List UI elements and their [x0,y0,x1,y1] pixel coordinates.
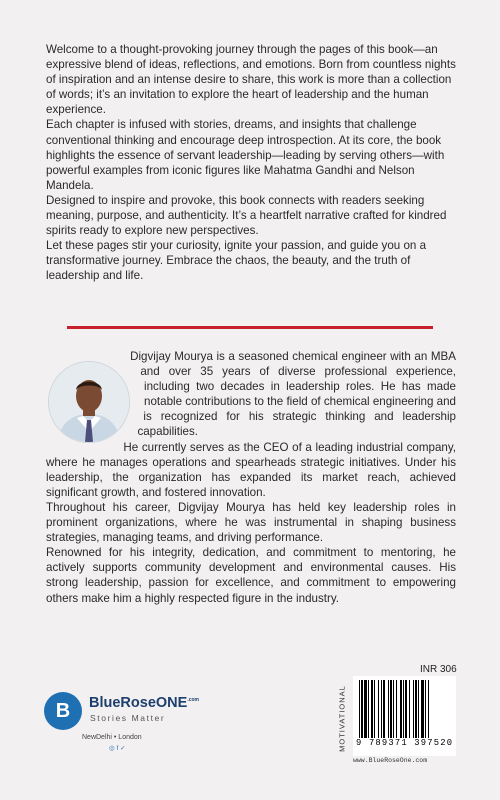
barcode-bar [421,680,424,738]
barcode-bar [381,680,382,738]
barcode-bar [400,680,402,738]
barcode-bar [425,680,426,738]
genre-label: MOTIVATIONAL [337,685,347,752]
barcode-area [333,676,461,768]
publisher-name-text: BlueRoseONE [89,695,188,711]
author-paragraph: He currently serves as the CEO of a leading industrial company, where he manages operations and spearheads strategic initiatives. Under his leadership, the organization has expanded its market reach, achieved significant growth, and fostered innovation. [46,440,456,499]
publisher-website: www.BlueRoseOne.com [353,757,428,764]
publisher-logo [44,690,199,752]
author-portrait-image [49,362,129,442]
barcode-bar [390,680,392,738]
barcode-bar [359,680,360,738]
barcode-bar [415,680,417,738]
barcode-bar [371,680,373,738]
barcode-bar [403,680,404,738]
barcode-bar [383,680,385,738]
barcode-bar [388,680,389,738]
barcode-bar [396,680,397,738]
blurb-paragraph: Each chapter is infused with stories, dreams, and insights that challenge conventional thinking and encourage deep introspection. At its core, the book highlights the essence of servant leadership—leading by serving others—with powerful examples from iconic figures like Mahatma Gandhi and Nelson Mandela. [46,118,445,192]
publisher-badge-letter: B [55,699,71,722]
barcode-icon [357,680,453,738]
isbn-number: 9 789371 397520 [356,738,454,748]
publisher-cities: NewDelhi • London [82,734,142,741]
barcode-bar [368,680,369,738]
back-cover-blurb [46,42,456,284]
barcode-bar [418,680,419,738]
red-divider [67,326,433,329]
publisher-domain: .com [187,697,199,704]
barcode-bar [378,680,379,738]
social-icons: ◎ f ✓ [109,745,126,752]
blurb-paragraph: Welcome to a thought-provoking journey through the pages of this book—an expressive blend of ideas, reflections, and emotions. Born from countless nights of inspiration and an intense desire to share, this work is more than a collection of words; it’s an invitation to explore the heart of leadership and the human experience. [46,43,456,117]
blurb-paragraph: Let these pages stir your curiosity, ignite your passion, and guide you on a transformative journey. Embrace the chaos, the beauty, and the truth of leadership and life. [46,239,427,283]
publisher-name [89,695,199,711]
barcode-bar [361,680,363,738]
author-paragraph: Digvijay Mourya is a seasoned chemical engineer with an MBA and over 35 years of diverse professional experience, including two decades in leadership roles. He has made notable contributions to the field of chemical engineering and is recognized for his strategic thinking and leadership capabilities. [130,350,456,439]
barcode-bar [409,680,410,738]
blurb-paragraph: Designed to inspire and provoke, this book connects with readers seeking meaning, purpose, and authenticity. It’s a heartfelt narrative crafted for kindred spirits ready to explore new perspectives. [46,193,447,238]
publisher-badge-icon [44,692,82,730]
author-paragraph: Renowned for his integrity, dedication, and commitment to mentoring, he actively supports community development and environmental causes. His strong leadership, passion for excellence, and commitment to empowering others make him a highly respected figure in the industry. [46,546,456,605]
author-paragraph: Throughout his career, Digvijay Mourya has held key leadership roles in prominent organizations, where he was instrumental in shaping business strategies, managing teams, and driving performance. [46,500,456,545]
publisher-tagline: Stories Matter [90,713,166,723]
barcode-bar [374,680,375,738]
price-label: INR 306 [420,664,457,675]
barcode-bar [393,680,394,738]
barcode-bar [428,680,429,738]
barcode-bar [364,680,367,738]
barcode-bar [405,680,407,738]
isbn-barcode [353,676,456,756]
author-bio [46,349,456,606]
barcode-bar [413,680,414,738]
author-photo [48,361,130,443]
